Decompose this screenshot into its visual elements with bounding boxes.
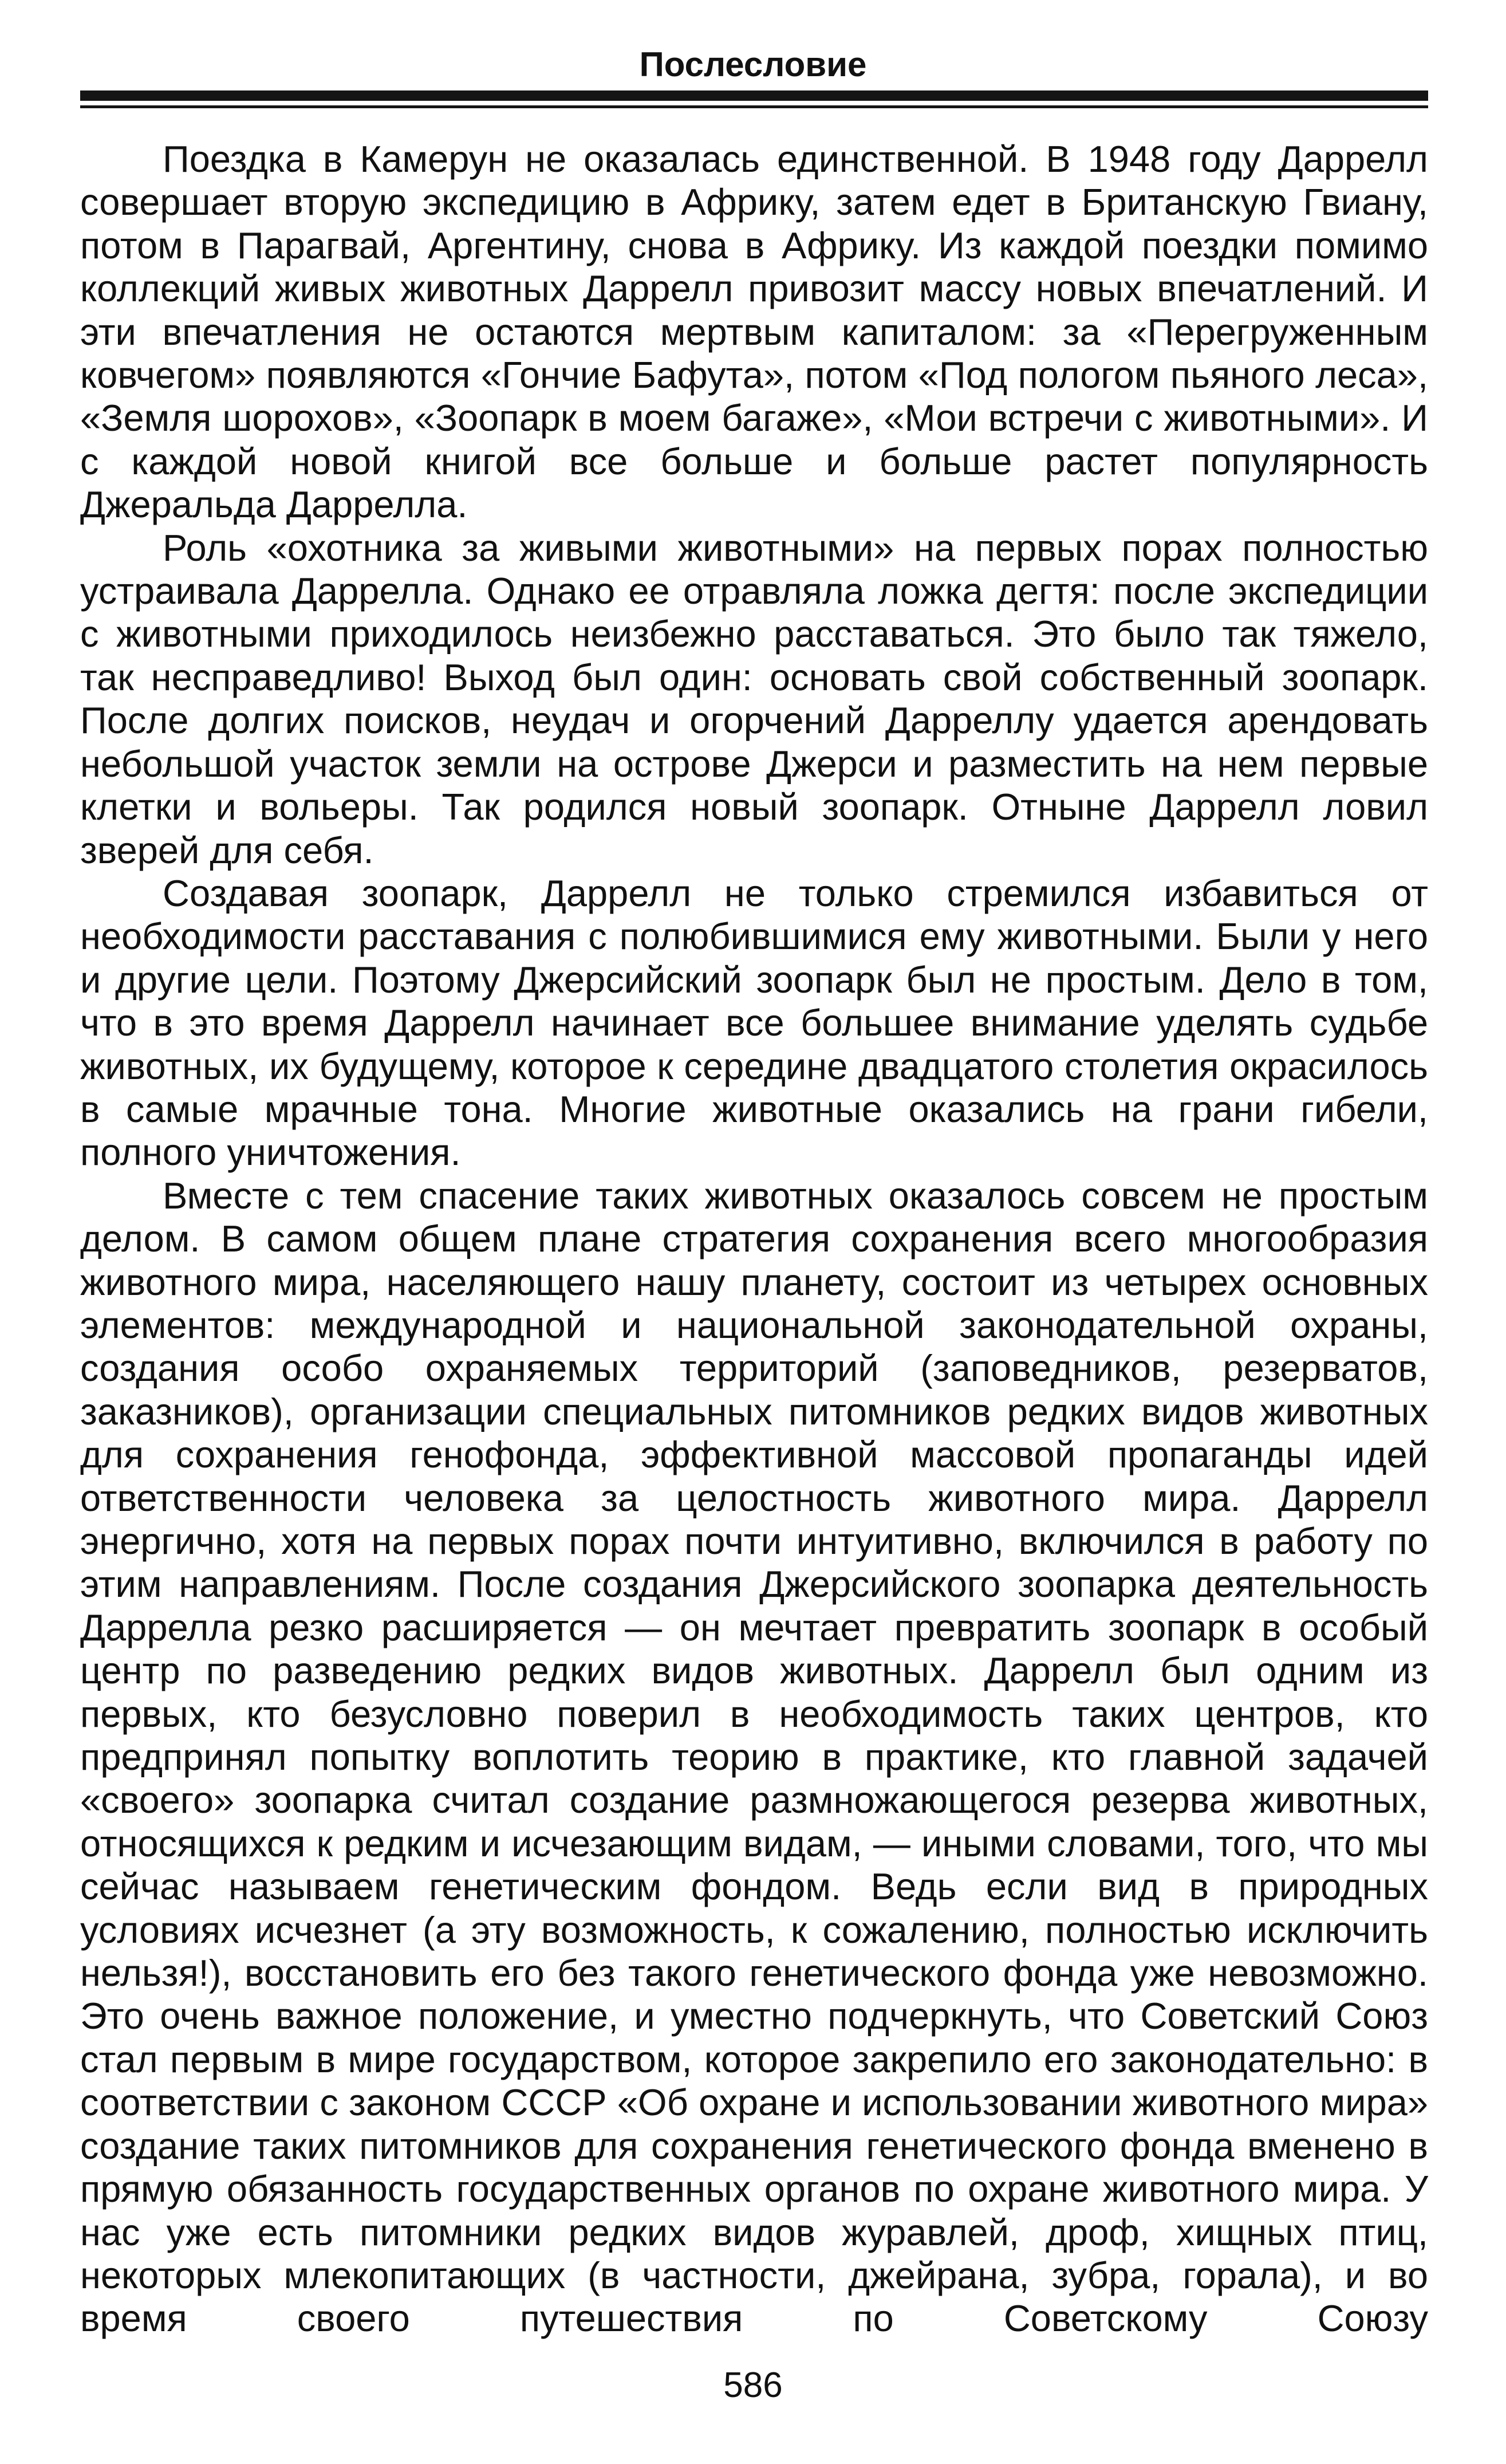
paragraph-1: Поездка в Камерун не оказалась единственной. В 1948 году Даррелл совершает вторую экспедицию в Африку, затем едет в Британскую Гвиану, потом в Парагвай, Аргентину, снова в Африку. Из каждой поездки помимо коллекций живых животных Даррелл привозит массу новых впечатлений. И эти впечатления не остаются мертвым капиталом: за «Перегруженным ковчегом» появляются «Гончие Бафута», потом «Под пологом пьяного леса», «Земля шорохов», «Зоопарк в моем багаже», «Мои встречи с животными». И с каждой новой книгой все больше и больше растет популярность Джеральда Даррелла. (80, 138, 1428, 526)
body-text (80, 137, 1428, 2340)
page-number: 586 (723, 2365, 783, 2405)
running-header: Послесловие (639, 45, 867, 84)
paragraph-2: Роль «охотника за живыми животными» на первых порах полностью устраивала Даррелла. Однако ее отравляла ложка дегтя: после экспедиции с животными приходилось неизбежно расставаться. Это было так тяжело, так несправедливо! Выход был один: основать свой собственный зоопарк. После долгих поисков, неудач и огорчений Дарреллу удается арендовать небольшой участок земли на острове Джерси и разместить на нем первые клетки и вольеры. Так родился новый зоопарк. Отныне Даррелл ловил зверей для себя. (80, 526, 1428, 871)
header-rule-thick (80, 90, 1428, 101)
paragraph-4: Вместе с тем спасение таких животных оказалось совсем не простым делом. В самом общем плане стратегия сохранения всего многообразия животного мира, населяющего нашу планету, состоит из четырех основных элементов: международной и национальной законодательной охраны, создания особо охраняемых территорий (заповедников, резерватов, заказников), организации специальных питомников редких видов животных для сохранения генофонда, эффективной массовой пропаганды идей ответственности человека за целостность животного мира. Даррелл энергично, хотя на первых порах почти интуитивно, включился в работу по этим направлениям. После создания Джерсийского зоопарка деятельность Даррелла резко расширяется — он мечтает превратить зоопарк в особый центр по разведению редких видов животных. Даррелл был одним из первых, кто безусловно поверил в необходимость таких центров, кто предпринял попытку воплотить теорию в практике, кто главной задачей «своего» зоопарка считал создание размножающегося резерва животных, относящихся к редким и исчезающим видам, — иными словами, того, что мы сейчас называем генетическим фондом. Ведь если вид в природных условиях исчезнет (а эту возможность, к сожалению, полностью исключить нельзя!), восстановить его без такого генетического фонда уже невозможно. Это очень важное положение, и уместно подчеркнуть, что Советский Союз стал первым в мире государством, которое закрепило его законодательно: в соответствии с законом СССР «Об охране и использовании животного мира» создание таких питомников для сохранения генетического фонда вменено в прямую обязанность государственных органов по охране животного мира. У нас уже есть питомники редких видов журавлей, дроф, хищных птиц, некоторых млекопитающих (в частности, джейрана, зубра, горала), и во время своего путешествия по Советскому Союзу (80, 1174, 1428, 2340)
header-rule-thin (80, 105, 1428, 108)
paragraph-3: Создавая зоопарк, Даррелл не только стремился избавиться от необходимости расставания с полюбившимися ему животными. Были у него и другие цели. Поэтому Джерсийский зоопарк был не простым. Дело в том, что в это время Даррелл начинает все большее внимание уделять судьбе животных, их будущему, которое к середине двадцатого столетия окрасилось в самые мрачные тона. Многие животные оказались на грани гибели, полного уничтожения. (80, 872, 1428, 1174)
